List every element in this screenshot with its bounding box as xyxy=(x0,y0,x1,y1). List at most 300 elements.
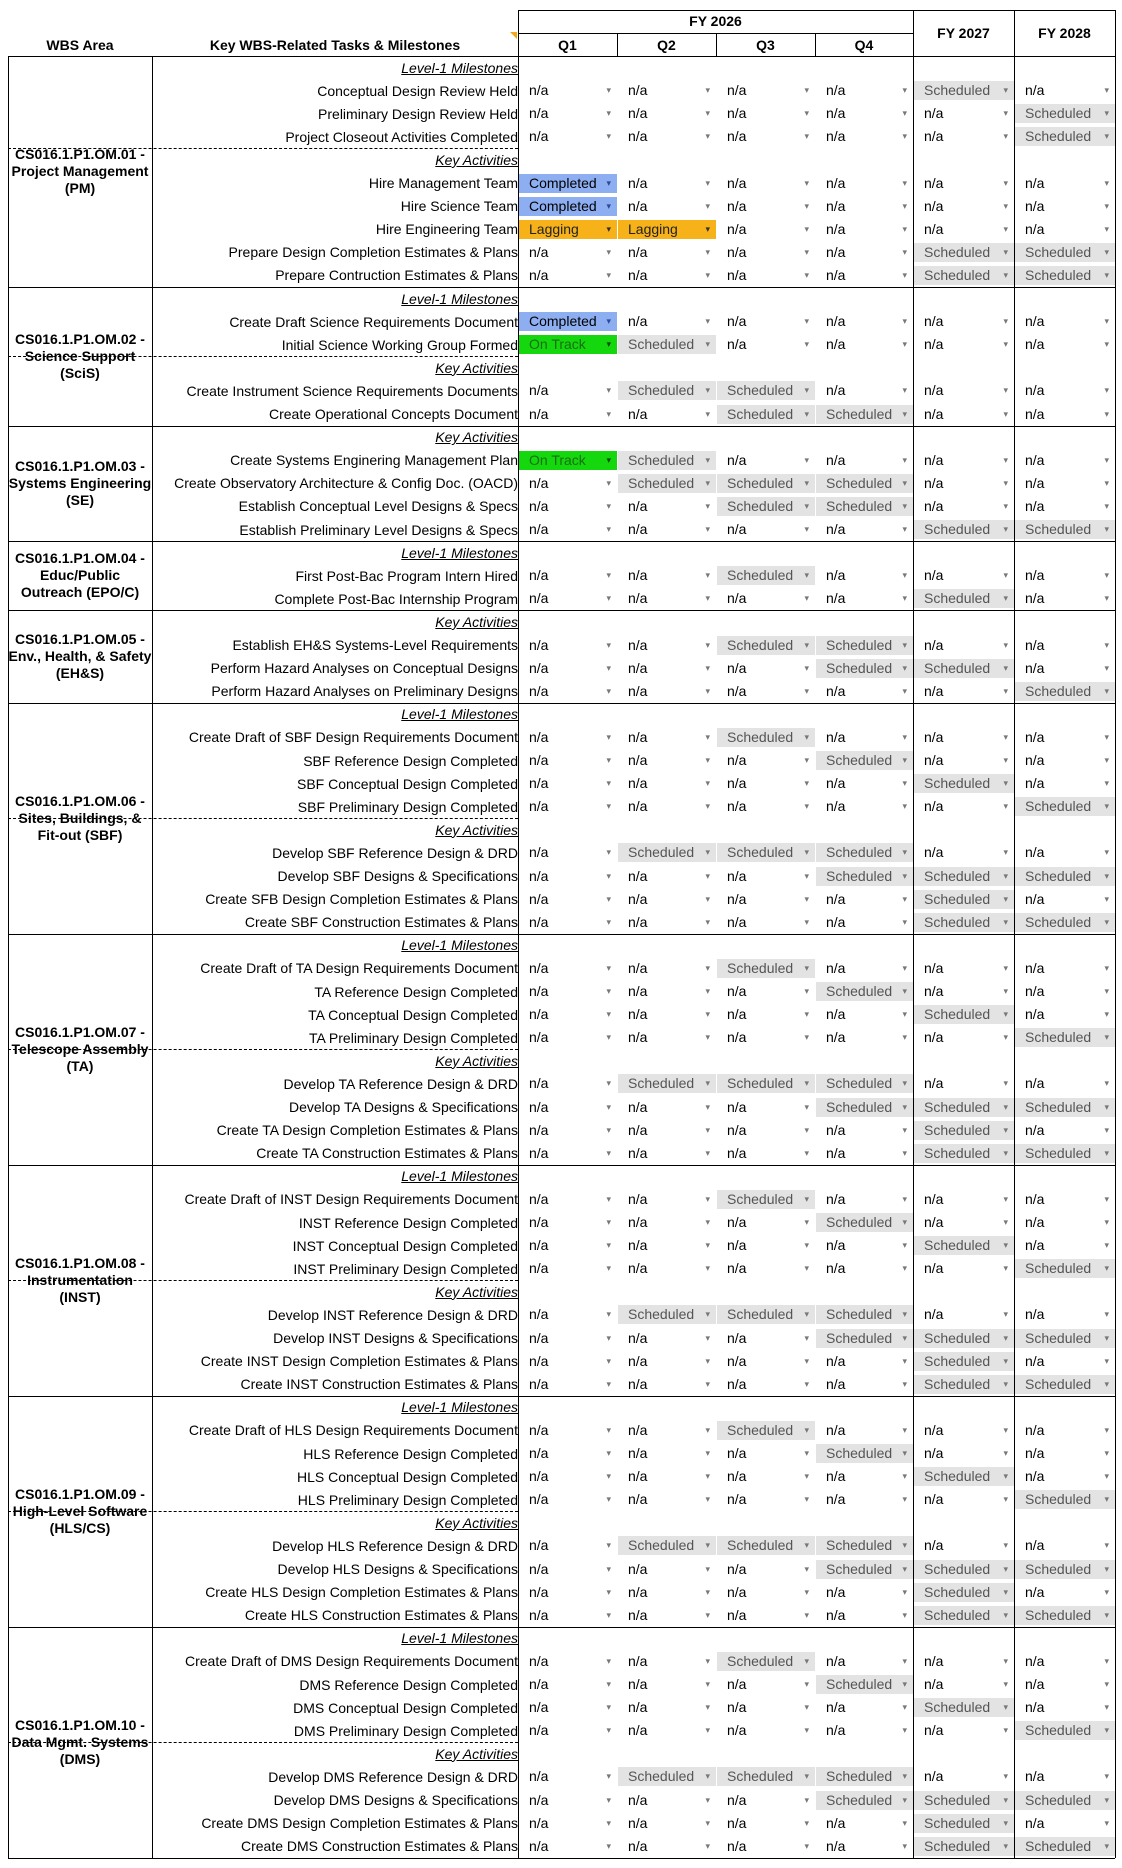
status-dropdown-scheduled[interactable] xyxy=(816,1213,913,1232)
status-dropdown-n-a[interactable] xyxy=(717,1791,815,1810)
status-dropdown-n-a[interactable] xyxy=(618,127,716,146)
status-dropdown-n-a[interactable] xyxy=(618,174,716,193)
status-dropdown-n-a[interactable] xyxy=(816,959,913,978)
status-dropdown-scheduled[interactable] xyxy=(914,1098,1014,1117)
status-dropdown-scheduled[interactable] xyxy=(816,1791,913,1810)
status-dropdown-scheduled[interactable] xyxy=(717,474,815,493)
status-dropdown-n-a[interactable] xyxy=(519,1791,617,1810)
status-dropdown-n-a[interactable] xyxy=(618,959,716,978)
status-dropdown-n-a[interactable] xyxy=(816,220,913,239)
status-dropdown-n-a[interactable] xyxy=(519,566,617,585)
status-dropdown-n-a[interactable] xyxy=(816,1352,913,1371)
status-dropdown-scheduled[interactable] xyxy=(914,1375,1014,1394)
status-dropdown-n-a[interactable] xyxy=(717,520,815,539)
status-dropdown-scheduled[interactable] xyxy=(717,566,815,585)
status-dropdown-scheduled[interactable] xyxy=(914,913,1014,932)
status-dropdown-scheduled[interactable] xyxy=(1015,1721,1115,1740)
status-dropdown-n-a[interactable] xyxy=(717,174,815,193)
status-dropdown-n-a[interactable] xyxy=(1015,197,1115,216)
status-dropdown-n-a[interactable] xyxy=(519,1421,617,1440)
status-dropdown-n-a[interactable] xyxy=(519,1814,617,1833)
status-dropdown-n-a[interactable] xyxy=(618,589,716,608)
status-dropdown-n-a[interactable] xyxy=(914,1190,1014,1209)
status-dropdown-scheduled[interactable] xyxy=(816,843,913,862)
status-dropdown-completed[interactable] xyxy=(519,312,617,331)
status-dropdown-n-a[interactable] xyxy=(717,197,815,216)
status-dropdown-n-a[interactable] xyxy=(816,81,913,100)
status-dropdown-n-a[interactable] xyxy=(618,1213,716,1232)
status-dropdown-scheduled[interactable] xyxy=(914,774,1014,793)
status-dropdown-n-a[interactable] xyxy=(1015,451,1115,470)
status-dropdown-scheduled[interactable] xyxy=(816,405,913,424)
status-dropdown-n-a[interactable] xyxy=(618,751,716,770)
status-dropdown-scheduled[interactable] xyxy=(914,520,1014,539)
status-dropdown-n-a[interactable] xyxy=(816,1121,913,1140)
status-dropdown-n-a[interactable] xyxy=(1015,1421,1115,1440)
status-dropdown-n-a[interactable] xyxy=(519,266,617,285)
status-dropdown-scheduled[interactable] xyxy=(816,1074,913,1093)
status-dropdown-n-a[interactable] xyxy=(618,1698,716,1717)
status-dropdown-scheduled[interactable] xyxy=(1015,1606,1115,1625)
status-dropdown-scheduled[interactable] xyxy=(914,1467,1014,1486)
status-dropdown-n-a[interactable] xyxy=(914,1652,1014,1671)
status-dropdown-scheduled[interactable] xyxy=(1015,1144,1115,1163)
status-dropdown-scheduled[interactable] xyxy=(914,1837,1014,1856)
status-dropdown-n-a[interactable] xyxy=(519,1675,617,1694)
status-dropdown-completed[interactable] xyxy=(519,197,617,216)
status-dropdown-n-a[interactable] xyxy=(816,1721,913,1740)
status-dropdown-n-a[interactable] xyxy=(816,1028,913,1047)
status-dropdown-n-a[interactable] xyxy=(717,104,815,123)
status-dropdown-n-a[interactable] xyxy=(519,81,617,100)
status-dropdown-scheduled[interactable] xyxy=(914,266,1014,285)
status-dropdown-n-a[interactable] xyxy=(914,312,1014,331)
status-dropdown-n-a[interactable] xyxy=(914,1536,1014,1555)
status-dropdown-n-a[interactable] xyxy=(717,1213,815,1232)
status-dropdown-n-a[interactable] xyxy=(618,243,716,262)
status-dropdown-n-a[interactable] xyxy=(519,959,617,978)
status-dropdown-n-a[interactable] xyxy=(1015,81,1115,100)
status-dropdown-scheduled[interactable] xyxy=(816,474,913,493)
status-dropdown-scheduled[interactable] xyxy=(618,451,716,470)
status-dropdown-n-a[interactable] xyxy=(816,1698,913,1717)
status-dropdown-scheduled[interactable] xyxy=(816,751,913,770)
status-dropdown-n-a[interactable] xyxy=(618,1606,716,1625)
status-dropdown-scheduled[interactable] xyxy=(717,843,815,862)
status-dropdown-n-a[interactable] xyxy=(816,1144,913,1163)
status-dropdown-n-a[interactable] xyxy=(1015,774,1115,793)
status-dropdown-n-a[interactable] xyxy=(1015,843,1115,862)
status-dropdown-n-a[interactable] xyxy=(618,1421,716,1440)
status-dropdown-n-a[interactable] xyxy=(618,1837,716,1856)
status-dropdown-n-a[interactable] xyxy=(717,1698,815,1717)
status-dropdown-n-a[interactable] xyxy=(914,636,1014,655)
status-dropdown-n-a[interactable] xyxy=(717,220,815,239)
status-dropdown-n-a[interactable] xyxy=(1015,589,1115,608)
status-dropdown-n-a[interactable] xyxy=(1015,982,1115,1001)
status-dropdown-n-a[interactable] xyxy=(816,335,913,354)
status-dropdown-n-a[interactable] xyxy=(914,127,1014,146)
status-dropdown-n-a[interactable] xyxy=(1015,1190,1115,1209)
status-dropdown-n-a[interactable] xyxy=(914,220,1014,239)
status-dropdown-n-a[interactable] xyxy=(1015,1236,1115,1255)
status-dropdown-n-a[interactable] xyxy=(519,1837,617,1856)
status-dropdown-scheduled[interactable] xyxy=(914,1121,1014,1140)
status-dropdown-n-a[interactable] xyxy=(1015,1583,1115,1602)
status-dropdown-n-a[interactable] xyxy=(519,867,617,886)
status-dropdown-n-a[interactable] xyxy=(717,1329,815,1348)
status-dropdown-scheduled[interactable] xyxy=(816,636,913,655)
status-dropdown-n-a[interactable] xyxy=(816,1837,913,1856)
status-dropdown-n-a[interactable] xyxy=(717,1837,815,1856)
status-dropdown-n-a[interactable] xyxy=(618,1560,716,1579)
status-dropdown-n-a[interactable] xyxy=(519,381,617,400)
status-dropdown-n-a[interactable] xyxy=(519,1259,617,1278)
status-dropdown-scheduled[interactable] xyxy=(618,1767,716,1786)
status-dropdown-n-a[interactable] xyxy=(519,497,617,516)
status-dropdown-n-a[interactable] xyxy=(717,243,815,262)
status-dropdown-n-a[interactable] xyxy=(519,1305,617,1324)
status-dropdown-scheduled[interactable] xyxy=(1015,1560,1115,1579)
status-dropdown-n-a[interactable] xyxy=(618,636,716,655)
status-dropdown-scheduled[interactable] xyxy=(1015,127,1115,146)
status-dropdown-n-a[interactable] xyxy=(914,1490,1014,1509)
status-dropdown-n-a[interactable] xyxy=(519,843,617,862)
status-dropdown-scheduled[interactable] xyxy=(914,1606,1014,1625)
status-dropdown-n-a[interactable] xyxy=(519,1490,617,1509)
status-dropdown-n-a[interactable] xyxy=(519,1444,617,1463)
status-dropdown-n-a[interactable] xyxy=(519,1698,617,1717)
status-dropdown-n-a[interactable] xyxy=(1015,1467,1115,1486)
status-dropdown-n-a[interactable] xyxy=(816,913,913,932)
status-dropdown-n-a[interactable] xyxy=(816,1375,913,1394)
status-dropdown-n-a[interactable] xyxy=(914,728,1014,747)
status-dropdown-scheduled[interactable] xyxy=(914,1236,1014,1255)
status-dropdown-scheduled[interactable] xyxy=(1015,867,1115,886)
status-dropdown-n-a[interactable] xyxy=(1015,312,1115,331)
status-dropdown-n-a[interactable] xyxy=(816,1606,913,1625)
status-dropdown-n-a[interactable] xyxy=(519,1467,617,1486)
status-dropdown-n-a[interactable] xyxy=(618,659,716,678)
status-dropdown-scheduled[interactable] xyxy=(914,81,1014,100)
status-dropdown-n-a[interactable] xyxy=(519,1721,617,1740)
status-dropdown-n-a[interactable] xyxy=(717,1005,815,1024)
status-dropdown-n-a[interactable] xyxy=(519,890,617,909)
status-dropdown-scheduled[interactable] xyxy=(1015,913,1115,932)
status-dropdown-n-a[interactable] xyxy=(717,774,815,793)
status-dropdown-scheduled[interactable] xyxy=(618,843,716,862)
status-dropdown-n-a[interactable] xyxy=(1015,381,1115,400)
status-dropdown-n-a[interactable] xyxy=(1015,1675,1115,1694)
status-dropdown-scheduled[interactable] xyxy=(717,1536,815,1555)
status-dropdown-n-a[interactable] xyxy=(816,1490,913,1509)
status-dropdown-n-a[interactable] xyxy=(816,104,913,123)
status-dropdown-n-a[interactable] xyxy=(618,266,716,285)
status-dropdown-n-a[interactable] xyxy=(717,797,815,816)
status-dropdown-scheduled[interactable] xyxy=(1015,266,1115,285)
status-dropdown-n-a[interactable] xyxy=(618,982,716,1001)
status-dropdown-n-a[interactable] xyxy=(618,1675,716,1694)
status-dropdown-n-a[interactable] xyxy=(717,1144,815,1163)
status-dropdown-n-a[interactable] xyxy=(519,636,617,655)
status-dropdown-scheduled[interactable] xyxy=(717,1074,815,1093)
status-dropdown-scheduled[interactable] xyxy=(1015,1329,1115,1348)
status-dropdown-n-a[interactable] xyxy=(717,1675,815,1694)
status-dropdown-n-a[interactable] xyxy=(618,774,716,793)
status-dropdown-n-a[interactable] xyxy=(914,451,1014,470)
status-dropdown-n-a[interactable] xyxy=(914,174,1014,193)
status-dropdown-n-a[interactable] xyxy=(717,312,815,331)
status-dropdown-n-a[interactable] xyxy=(618,1583,716,1602)
status-dropdown-n-a[interactable] xyxy=(717,1606,815,1625)
status-dropdown-n-a[interactable] xyxy=(717,913,815,932)
status-dropdown-n-a[interactable] xyxy=(717,1444,815,1463)
status-dropdown-n-a[interactable] xyxy=(519,913,617,932)
status-dropdown-scheduled[interactable] xyxy=(1015,1028,1115,1047)
status-dropdown-scheduled[interactable] xyxy=(618,1074,716,1093)
status-dropdown-n-a[interactable] xyxy=(519,589,617,608)
status-dropdown-n-a[interactable] xyxy=(816,682,913,701)
status-dropdown-scheduled[interactable] xyxy=(816,1305,913,1324)
status-dropdown-n-a[interactable] xyxy=(717,982,815,1001)
status-dropdown-n-a[interactable] xyxy=(519,659,617,678)
status-dropdown-n-a[interactable] xyxy=(1015,174,1115,193)
status-dropdown-n-a[interactable] xyxy=(519,1583,617,1602)
status-dropdown-lagging[interactable] xyxy=(519,220,617,239)
status-dropdown-n-a[interactable] xyxy=(1015,497,1115,516)
status-dropdown-scheduled[interactable] xyxy=(816,1560,913,1579)
status-dropdown-n-a[interactable] xyxy=(914,1259,1014,1278)
status-dropdown-n-a[interactable] xyxy=(1015,1767,1115,1786)
status-dropdown-n-a[interactable] xyxy=(914,751,1014,770)
status-dropdown-scheduled[interactable] xyxy=(1015,797,1115,816)
status-dropdown-n-a[interactable] xyxy=(914,474,1014,493)
status-dropdown-n-a[interactable] xyxy=(519,127,617,146)
status-dropdown-scheduled[interactable] xyxy=(717,1767,815,1786)
status-dropdown-n-a[interactable] xyxy=(914,1421,1014,1440)
status-dropdown-n-a[interactable] xyxy=(914,1028,1014,1047)
status-dropdown-n-a[interactable] xyxy=(618,1490,716,1509)
status-dropdown-n-a[interactable] xyxy=(1015,890,1115,909)
status-dropdown-scheduled[interactable] xyxy=(1015,682,1115,701)
status-dropdown-n-a[interactable] xyxy=(519,474,617,493)
status-dropdown-n-a[interactable] xyxy=(914,335,1014,354)
status-dropdown-n-a[interactable] xyxy=(519,1536,617,1555)
status-dropdown-n-a[interactable] xyxy=(717,1583,815,1602)
status-dropdown-n-a[interactable] xyxy=(519,520,617,539)
status-dropdown-n-a[interactable] xyxy=(1015,220,1115,239)
status-dropdown-n-a[interactable] xyxy=(816,174,913,193)
status-dropdown-n-a[interactable] xyxy=(717,335,815,354)
status-dropdown-n-a[interactable] xyxy=(519,1767,617,1786)
status-dropdown-n-a[interactable] xyxy=(618,1329,716,1348)
status-dropdown-n-a[interactable] xyxy=(717,1560,815,1579)
status-dropdown-scheduled[interactable] xyxy=(914,1560,1014,1579)
status-dropdown-lagging[interactable] xyxy=(618,220,716,239)
status-dropdown-n-a[interactable] xyxy=(519,1375,617,1394)
status-dropdown-scheduled[interactable] xyxy=(816,659,913,678)
status-dropdown-n-a[interactable] xyxy=(618,867,716,886)
status-dropdown-scheduled[interactable] xyxy=(914,1791,1014,1810)
status-dropdown-n-a[interactable] xyxy=(618,890,716,909)
status-dropdown-n-a[interactable] xyxy=(816,797,913,816)
status-dropdown-n-a[interactable] xyxy=(816,1236,913,1255)
status-dropdown-n-a[interactable] xyxy=(519,1028,617,1047)
status-dropdown-n-a[interactable] xyxy=(816,1259,913,1278)
status-dropdown-n-a[interactable] xyxy=(618,1028,716,1047)
status-dropdown-n-a[interactable] xyxy=(1015,1652,1115,1671)
status-dropdown-n-a[interactable] xyxy=(717,1028,815,1047)
status-dropdown-n-a[interactable] xyxy=(618,104,716,123)
status-dropdown-scheduled[interactable] xyxy=(717,636,815,655)
status-dropdown-n-a[interactable] xyxy=(618,728,716,747)
status-dropdown-n-a[interactable] xyxy=(618,81,716,100)
status-dropdown-n-a[interactable] xyxy=(1015,728,1115,747)
status-dropdown-n-a[interactable] xyxy=(519,797,617,816)
status-dropdown-scheduled[interactable] xyxy=(816,1767,913,1786)
status-dropdown-n-a[interactable] xyxy=(717,1098,815,1117)
status-dropdown-n-a[interactable] xyxy=(914,1675,1014,1694)
status-dropdown-n-a[interactable] xyxy=(816,1005,913,1024)
status-dropdown-n-a[interactable] xyxy=(717,1721,815,1740)
status-dropdown-n-a[interactable] xyxy=(1015,1698,1115,1717)
status-dropdown-n-a[interactable] xyxy=(1015,1121,1115,1140)
status-dropdown-n-a[interactable] xyxy=(816,1814,913,1833)
status-dropdown-scheduled[interactable] xyxy=(816,1329,913,1348)
status-dropdown-n-a[interactable] xyxy=(914,797,1014,816)
status-dropdown-n-a[interactable] xyxy=(717,1490,815,1509)
status-dropdown-scheduled[interactable] xyxy=(618,335,716,354)
status-dropdown-scheduled[interactable] xyxy=(914,1005,1014,1024)
status-dropdown-n-a[interactable] xyxy=(519,1005,617,1024)
status-dropdown-n-a[interactable] xyxy=(1015,1074,1115,1093)
status-dropdown-scheduled[interactable] xyxy=(1015,1490,1115,1509)
status-dropdown-scheduled[interactable] xyxy=(1015,243,1115,262)
status-dropdown-scheduled[interactable] xyxy=(1015,1375,1115,1394)
status-dropdown-on-track[interactable] xyxy=(519,451,617,470)
status-dropdown-n-a[interactable] xyxy=(618,1190,716,1209)
status-dropdown-n-a[interactable] xyxy=(816,566,913,585)
status-dropdown-n-a[interactable] xyxy=(717,81,815,100)
status-dropdown-scheduled[interactable] xyxy=(914,243,1014,262)
status-dropdown-scheduled[interactable] xyxy=(914,890,1014,909)
status-dropdown-n-a[interactable] xyxy=(816,589,913,608)
status-dropdown-n-a[interactable] xyxy=(914,197,1014,216)
status-dropdown-n-a[interactable] xyxy=(519,1144,617,1163)
status-dropdown-scheduled[interactable] xyxy=(914,1583,1014,1602)
status-dropdown-n-a[interactable] xyxy=(914,843,1014,862)
status-dropdown-n-a[interactable] xyxy=(1015,474,1115,493)
status-dropdown-n-a[interactable] xyxy=(618,913,716,932)
status-dropdown-n-a[interactable] xyxy=(519,1098,617,1117)
status-dropdown-n-a[interactable] xyxy=(914,1074,1014,1093)
status-dropdown-n-a[interactable] xyxy=(816,1190,913,1209)
status-dropdown-scheduled[interactable] xyxy=(717,1305,815,1324)
status-dropdown-n-a[interactable] xyxy=(914,1444,1014,1463)
status-dropdown-n-a[interactable] xyxy=(618,1121,716,1140)
status-dropdown-n-a[interactable] xyxy=(618,1259,716,1278)
status-dropdown-scheduled[interactable] xyxy=(914,589,1014,608)
status-dropdown-n-a[interactable] xyxy=(914,1305,1014,1324)
status-dropdown-scheduled[interactable] xyxy=(914,1698,1014,1717)
status-dropdown-n-a[interactable] xyxy=(1015,1005,1115,1024)
status-dropdown-scheduled[interactable] xyxy=(618,1536,716,1555)
status-dropdown-n-a[interactable] xyxy=(914,497,1014,516)
status-dropdown-n-a[interactable] xyxy=(618,682,716,701)
status-dropdown-n-a[interactable] xyxy=(816,451,913,470)
status-dropdown-n-a[interactable] xyxy=(717,1814,815,1833)
status-dropdown-n-a[interactable] xyxy=(914,682,1014,701)
status-dropdown-n-a[interactable] xyxy=(816,243,913,262)
status-dropdown-scheduled[interactable] xyxy=(618,1305,716,1324)
status-dropdown-n-a[interactable] xyxy=(717,589,815,608)
status-dropdown-n-a[interactable] xyxy=(717,1375,815,1394)
status-dropdown-scheduled[interactable] xyxy=(816,1536,913,1555)
status-dropdown-n-a[interactable] xyxy=(816,1652,913,1671)
status-dropdown-n-a[interactable] xyxy=(816,1583,913,1602)
status-dropdown-completed[interactable] xyxy=(519,174,617,193)
status-dropdown-n-a[interactable] xyxy=(816,1421,913,1440)
status-dropdown-scheduled[interactable] xyxy=(914,659,1014,678)
status-dropdown-n-a[interactable] xyxy=(816,728,913,747)
status-dropdown-scheduled[interactable] xyxy=(1015,1259,1115,1278)
status-dropdown-n-a[interactable] xyxy=(1015,1444,1115,1463)
status-dropdown-n-a[interactable] xyxy=(816,266,913,285)
status-dropdown-scheduled[interactable] xyxy=(717,959,815,978)
status-dropdown-scheduled[interactable] xyxy=(618,381,716,400)
status-dropdown-n-a[interactable] xyxy=(618,312,716,331)
status-dropdown-n-a[interactable] xyxy=(519,1190,617,1209)
status-dropdown-n-a[interactable] xyxy=(717,751,815,770)
status-dropdown-n-a[interactable] xyxy=(717,682,815,701)
status-dropdown-n-a[interactable] xyxy=(914,1767,1014,1786)
status-dropdown-n-a[interactable] xyxy=(914,381,1014,400)
status-dropdown-scheduled[interactable] xyxy=(914,1144,1014,1163)
status-dropdown-n-a[interactable] xyxy=(519,1606,617,1625)
status-dropdown-n-a[interactable] xyxy=(618,1814,716,1833)
status-dropdown-scheduled[interactable] xyxy=(816,982,913,1001)
status-dropdown-n-a[interactable] xyxy=(1015,1536,1115,1555)
status-dropdown-n-a[interactable] xyxy=(519,1074,617,1093)
status-dropdown-n-a[interactable] xyxy=(1015,566,1115,585)
status-dropdown-n-a[interactable] xyxy=(717,266,815,285)
status-dropdown-n-a[interactable] xyxy=(618,1375,716,1394)
status-dropdown-n-a[interactable] xyxy=(816,312,913,331)
status-dropdown-n-a[interactable] xyxy=(1015,959,1115,978)
status-dropdown-n-a[interactable] xyxy=(519,1352,617,1371)
status-dropdown-n-a[interactable] xyxy=(519,1236,617,1255)
status-dropdown-n-a[interactable] xyxy=(816,890,913,909)
status-dropdown-n-a[interactable] xyxy=(618,1236,716,1255)
status-dropdown-n-a[interactable] xyxy=(519,751,617,770)
status-dropdown-scheduled[interactable] xyxy=(717,405,815,424)
status-dropdown-scheduled[interactable] xyxy=(1015,104,1115,123)
status-dropdown-n-a[interactable] xyxy=(717,1121,815,1140)
status-dropdown-n-a[interactable] xyxy=(519,1121,617,1140)
status-dropdown-n-a[interactable] xyxy=(1015,405,1115,424)
status-dropdown-n-a[interactable] xyxy=(618,1467,716,1486)
status-dropdown-scheduled[interactable] xyxy=(1015,1791,1115,1810)
status-dropdown-n-a[interactable] xyxy=(1015,751,1115,770)
status-dropdown-scheduled[interactable] xyxy=(1015,1837,1115,1856)
status-dropdown-n-a[interactable] xyxy=(618,1352,716,1371)
status-dropdown-n-a[interactable] xyxy=(717,1236,815,1255)
status-dropdown-n-a[interactable] xyxy=(1015,1213,1115,1232)
status-dropdown-n-a[interactable] xyxy=(519,682,617,701)
status-dropdown-n-a[interactable] xyxy=(717,890,815,909)
status-dropdown-scheduled[interactable] xyxy=(816,867,913,886)
status-dropdown-n-a[interactable] xyxy=(816,1467,913,1486)
